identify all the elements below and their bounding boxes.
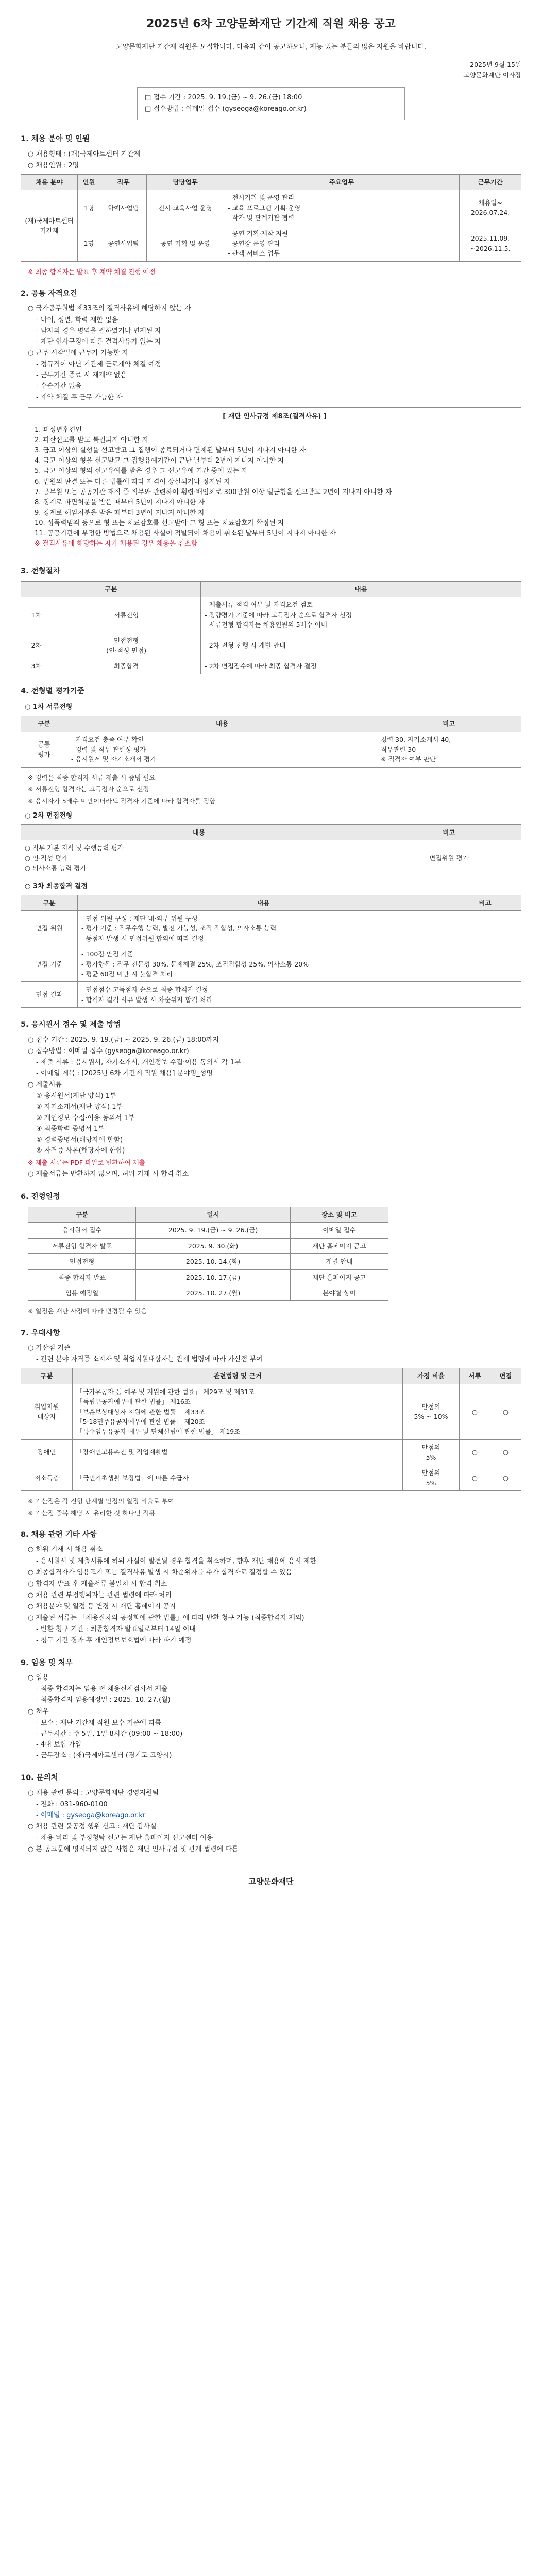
line: ○ 채용 관련 부정행위자는 관련 법령에 따라 처리 (28, 1591, 172, 1599)
sub-heading: ○ 3차 최종합격 결정 (25, 882, 88, 890)
line: - 이메일 제목 : [2025년 6차 기간제 직원 채용] 분야명_성명 (36, 1069, 213, 1077)
line: ○ 채용 관련 문의 : 고양문화재단 경영지원팀 (28, 1789, 159, 1797)
line: ○ 합격자 발표 후 제출서류 불일치 시 합격 취소 (28, 1580, 167, 1588)
cell: 2025. 9. 30.(화) (136, 1238, 291, 1253)
box-line: 8. 징계로 파면처분을 받은 때부터 5년이 지나지 아니한 자 (35, 498, 205, 506)
cell (449, 946, 521, 982)
section-heading: 10. 문의처 (21, 1774, 58, 1783)
note: ※ 가산점 중복 해당 시 유리한 것 하나만 적용 (28, 1509, 156, 1517)
cell: 3차 (21, 658, 52, 674)
cell: - 2차 전형 진행 시 개별 안내 (201, 633, 521, 658)
line: ① 응시원서(재단 양식) 1부 (36, 1092, 116, 1100)
line: ③ 개인정보 수집·이용 동의서 1부 (36, 1114, 135, 1122)
line: - 반환 청구 기간 : 최종합격자 발표일로부터 14일 이내 (36, 1625, 196, 1634)
line: ○ 제출서류 (28, 1081, 62, 1089)
line: - 최종합격자 임용예정일 : 2025. 10. 27.(월) (36, 1696, 171, 1704)
table-row (28, 1269, 388, 1285)
cell: 최종합격 (52, 658, 201, 674)
table-row (21, 946, 521, 982)
preference-table (21, 1368, 521, 1491)
line: ⑤ 경력증명서(해당자에 한함) (36, 1136, 123, 1144)
cell: 공연사업팀 (100, 226, 147, 261)
line: - 수습기간 없음 (36, 382, 82, 391)
sub-heading: ○ 2차 면접전형 (25, 811, 73, 820)
cell: 1명 (78, 190, 100, 226)
line: ○ 채용형태 : (재)국제아트센터 기간제 (28, 150, 141, 158)
section-9 (21, 1657, 521, 1761)
cell: 저소득층 (21, 1465, 73, 1491)
table-row (28, 1285, 388, 1300)
th: 내용 (21, 825, 377, 840)
cell: - 2차 면접점수에 따라 최종 합격자 결정 (201, 658, 521, 674)
note: ※ 서류전형 합격자는 고득점자 순으로 선정 (28, 785, 149, 793)
cell: 만점의 5% (403, 1439, 460, 1465)
cell: 「국가유공자 등 예우 및 지원에 관한 법률」 제29조 및 제31조 「독립유공자예우에 관한 법률」 제16조 「보훈보상대상자 지원에 관한 법률」 제33조 「5·18민주유공자예우에 관한 법률」 제20조 「특수임무유공자 예우 및 단체설립에 관한 법률」 제19조 (73, 1384, 403, 1439)
cell: 2025. 10. 17.(금) (136, 1269, 291, 1285)
line: - 재단 인사규정에 따른 결격사유가 없는 자 (36, 337, 161, 346)
table-row (21, 1384, 521, 1439)
table-row (28, 1223, 388, 1238)
cell: 「국민기초생활 보장법」에 따른 수급자 (73, 1465, 403, 1491)
line: ○ 허위 기재 시 채용 취소 (28, 1546, 103, 1554)
sub-heading: ○ 1차 서류전형 (25, 703, 73, 711)
line: ④ 최종학력 증명서 1부 (36, 1125, 105, 1133)
line: ○ 제출서류는 반환하지 않으며, 허위 기재 시 합격 취소 (28, 1170, 189, 1178)
box-line: 11. 공공기관에 부정한 방법으로 채용된 사실이 적발되어 채용이 취소된 날부터 5년이 지나지 아니한 자 (35, 530, 336, 538)
cell: 1명 (78, 226, 100, 261)
note: ※ 가산점은 각 전형 단계별 만점의 일정 비율로 부여 (28, 1497, 174, 1505)
line: - 응시원서 및 제출서류에 허위 사실이 발견될 경우 합격을 취소하며, 향후 재단 채용에 응시 제한 (36, 1557, 316, 1565)
cell: 학예사업팀 (100, 190, 147, 226)
th: 근무기간 (460, 175, 521, 190)
summary-method: □ 접수방법 : 이메일 접수 (gyseoga@koreago.or.kr) (145, 105, 307, 113)
cell: 경력 30, 자기소개서 40, 직무관련 30 ※ 적격자 여부 판단 (377, 732, 521, 767)
cell: 면접 결과 (21, 982, 78, 1008)
cell: - 제출서류 적격 여부 및 자격요건 검토 - 정량평가 기준에 따라 고득점자 순으로 합격자 선정 - 서류전형 합격자는 채용인원의 5배수 이내 (201, 597, 521, 633)
line: - 보수 : 재단 기간제 직원 보수 기준에 따름 (36, 1719, 162, 1727)
cell: 공통 평가 (21, 732, 67, 767)
th: 구분 (21, 582, 201, 597)
line: - 관련 분야 자격증 소지자 및 취업지원대상자는 관계 법령에 따라 가산점 부여 (36, 1355, 263, 1364)
th: 일시 (136, 1207, 291, 1223)
note: ※ 최종 합격자는 발표 후 계약 체결 진행 예정 (28, 267, 156, 276)
box-line: 5. 금고 이상의 형의 선고유예를 받은 경우 그 선고유예 기간 중에 있는 자 (35, 467, 248, 476)
section-10 (21, 1772, 521, 1855)
table-row (28, 1254, 388, 1269)
cell: - 면접 위원 구성 : 재단 내·외부 위원 구성 - 평가 기준 : 직무수행 능력, 발전 가능성, 조직 적합성, 의사소통 능력 - 동점자 발생 시 면접위원 합의에 따라 결정 (78, 911, 449, 946)
line: ○ 접수방법 : 이메일 접수 (gyseoga@koreago.or.kr) (28, 1047, 189, 1055)
line: - 청구 기간 경과 후 개인정보보호법에 따라 파기 예정 (36, 1636, 192, 1645)
cell: 2025. 9. 19.(금) ~ 9. 26.(금) (136, 1223, 291, 1238)
section-heading: 1. 채용 분야 및 인원 (21, 135, 90, 144)
th: 장소 및 비고 (290, 1207, 388, 1223)
box-line: 3. 금고 이상의 실형을 선고받고 그 집행이 종료되거나 면제된 날부터 5년이 지나지 아니한 자 (35, 447, 306, 455)
section-7 (21, 1328, 521, 1518)
table-row (21, 190, 521, 226)
line: ② 자기소개서(재단 양식) 1부 (36, 1103, 123, 1111)
cell: ○ (460, 1439, 490, 1465)
table-row (21, 982, 521, 1008)
section-2 (21, 288, 521, 554)
box-line: 10. 성폭력범죄 등으로 형 또는 치료감호를 선고받아 그 형 또는 치료감호가 확정된 자 (35, 519, 284, 528)
line: - 남자의 경우 병역을 필하였거나 면제된 자 (36, 327, 161, 335)
th: 담당업무 (147, 175, 224, 190)
section-6 (21, 1191, 521, 1316)
line: ○ 처우 (28, 1707, 49, 1716)
cell: 1차 (21, 597, 52, 633)
cell: 서류전형 합격자 발표 (28, 1238, 136, 1253)
section-heading: 2. 공통 자격요건 (21, 290, 77, 298)
table-row (21, 658, 521, 674)
line: ○ 임용 (28, 1674, 49, 1682)
section-1 (21, 133, 521, 277)
line: - 4대 보험 가입 (36, 1740, 82, 1749)
th: 면접 (490, 1368, 521, 1384)
box-line: ※ 결격사유에 해당하는 자가 채용된 경우 채용을 취소함 (35, 540, 198, 548)
intro-text: 고양문화재단 기간제 직원을 모집합니다. 다음과 같이 공고하오니, 재능 있는 분들의 많은 지원을 바랍니다. (116, 43, 426, 52)
line: ○ 근무 시작일에 근무가 가능한 자 (28, 349, 129, 358)
th: 비고 (377, 825, 521, 840)
cell: 면접전형 (28, 1254, 136, 1269)
box-line: 2. 파산선고를 받고 복권되지 아니한 자 (35, 436, 149, 445)
th: 관련법령 및 근거 (73, 1368, 403, 1384)
cell: 채용일~ 2026.07.24. (460, 190, 521, 226)
announce-date: 2025년 9월 15일 (470, 61, 521, 69)
box-line: 4. 금고 이상의 형을 선고받고 그 집행유예기간이 끝난 날부터 2년이 지나지 아니한 자 (35, 457, 284, 465)
cell: ○ (490, 1439, 521, 1465)
eval-table-3 (21, 895, 521, 1008)
cell: 2025.11.09. ~2026.11.5. (460, 226, 521, 261)
line: - 정규직이 아닌 기간제 근로계약 체결 예정 (36, 361, 161, 369)
table-row (21, 597, 521, 633)
cell: 「장애인고용촉진 및 직업재활법」 (73, 1439, 403, 1465)
th: 구분 (21, 716, 67, 732)
table-row (21, 633, 521, 658)
th: 비고 (449, 895, 521, 910)
line: ○ 제출된 서류는 「채용절차의 공정화에 관한 법률」에 따라 반환 청구 가능 (최종합격자 제외) (28, 1614, 304, 1622)
eval-table-2 (21, 824, 521, 876)
cell: 2025. 10. 14.(화) (136, 1254, 291, 1269)
line: ○ 국가공무원법 제33조의 결격사유에 해당하지 않는 자 (28, 304, 191, 313)
schedule-table (28, 1207, 388, 1301)
table-row (21, 911, 521, 946)
cell: - 전시기획 및 운영 관리 - 교육 프로그램 기획·운영 - 작가 및 관계기관 협력 (224, 190, 460, 226)
disqualification-box (28, 407, 521, 554)
cell: 면접 기준 (21, 946, 78, 982)
line: ○ 채용 관련 불공정 행위 신고 : 재단 감사실 (28, 1823, 157, 1831)
date-issuer (21, 60, 521, 80)
eval-table-1 (21, 716, 521, 768)
cell: 면접위원 평가 (377, 840, 521, 876)
th: 구분 (21, 1368, 73, 1384)
box-line: 1. 피성년후견인 (35, 426, 82, 434)
cell: - 면접점수 고득점자 순으로 최종 합격자 결정 - 합격자 결격 사유 발생 시 차순위자 합격 처리 (78, 982, 449, 1008)
page-title: 2025년 6차 고양문화재단 기간제 직원 채용 공고 (146, 18, 396, 30)
line: - 채용 비리 및 부정청탁 신고는 재단 홈페이지 신고센터 이용 (36, 1834, 213, 1842)
cell: (재)국제아트센터 기간제 (21, 190, 78, 261)
section-heading: 7. 우대사항 (21, 1329, 60, 1337)
section-3 (21, 566, 521, 674)
line: ○ 채용분야 및 일정 등 변경 시 재단 홈페이지 공지 (28, 1603, 176, 1611)
line: - 제출 서류 : 응시원서, 자기소개서, 개인정보 수집·이용 동의서 각 1부 (36, 1058, 241, 1066)
line: ⑥ 자격증 사본(해당자에 한함) (36, 1146, 125, 1155)
process-table (21, 581, 521, 674)
th: 내용 (67, 716, 377, 732)
cell: 응시원서 접수 (28, 1223, 136, 1238)
note: ※ 경력은 최종 합격자 서류 제출 시 증빙 필요 (28, 773, 156, 782)
box-title: [ 재단 인사규정 제8조(결격사유) ] (223, 412, 327, 420)
cell: 서류전형 (52, 597, 201, 633)
line: ○ 가산점 기준 (28, 1344, 71, 1352)
cell: 2차 (21, 633, 52, 658)
recruit-table (21, 174, 521, 262)
table-row (21, 840, 521, 876)
note: ※ 일정은 재단 사정에 따라 변경될 수 있음 (28, 1307, 147, 1315)
cell: 면접 위원 (21, 911, 78, 946)
section-heading: 6. 전형일정 (21, 1192, 60, 1201)
cell: - 공연 기획·제작 지원 - 공연장 운영 관리 - 관객 서비스 업무 (224, 226, 460, 261)
line: - 근무시간 : 주 5일, 1일 8시간 (09:00 ~ 18:00) (36, 1730, 183, 1738)
line: ○ 접수 기간 : 2025. 9. 19.(금) ~ 2025. 9. 26.(금) 18:00까지 (28, 1036, 219, 1044)
box-line: 6. 법원의 판결 또는 다른 법률에 따라 자격이 상실되거나 정지된 자 (35, 478, 231, 486)
cell: 취업지원 대상자 (21, 1384, 73, 1439)
cell: 최종 합격자 발표 (28, 1269, 136, 1285)
line: - 나이, 성별, 학력 제한 없음 (36, 316, 118, 324)
cell: 이메일 접수 (290, 1223, 388, 1238)
line: - 근무기간 종료 시 재계약 없음 (36, 371, 127, 380)
cell: ○ (460, 1465, 490, 1491)
cell: 재단 홈페이지 공고 (290, 1238, 388, 1253)
section-8 (21, 1529, 521, 1646)
summary-period: □ 접수 기간 : 2025. 9. 19.(금) ~ 9. 26.(금) 18:00 (145, 93, 302, 101)
line: ○ 채용인원 : 2명 (28, 161, 79, 170)
cell (449, 911, 521, 946)
cell: 면접전형 (인·적성 면접) (52, 633, 201, 658)
line: - 계약 체결 후 근무 가능한 자 (36, 393, 123, 401)
section-5 (21, 1019, 521, 1180)
cell (449, 982, 521, 1008)
cell: 개별 안내 (290, 1254, 388, 1269)
line: - 이메일 : gyseoga@koreago.or.kr (36, 1811, 146, 1820)
summary-box (137, 87, 405, 120)
note: ※ 제출 서류는 PDF 파일로 변환하여 제출 (28, 1159, 145, 1167)
table-row (28, 1238, 388, 1253)
cell: 재단 홈페이지 공고 (290, 1269, 388, 1285)
th: 구분 (21, 895, 78, 910)
cell: ○ (490, 1384, 521, 1439)
section-heading: 8. 채용 관련 기타 사항 (21, 1530, 97, 1539)
note: ※ 응시자가 5배수 미만이더라도 적격자 기준에 따라 합격자를 정함 (28, 796, 216, 805)
table-row (21, 1439, 521, 1465)
cell: 전시·교육사업 운영 (147, 190, 224, 226)
box-line: 7. 공무원 또는 공공기관 재직 중 직무와 관련하여 횡령·배임죄로 300만원 이상 벌금형을 선고받고 2년이 지나지 아니한 자 (35, 488, 392, 496)
box-line: 9. 징계로 해임처분을 받은 때부터 3년이 지나지 아니한 자 (35, 509, 205, 517)
line: - 전화 : 031-960-0100 (36, 1800, 108, 1808)
section-heading: 3. 전형절차 (21, 567, 60, 575)
th: 구분 (28, 1207, 136, 1223)
cell: ○ 직무 기본 지식 및 수행능력 평가 ○ 인·적성 평가 ○ 의사소통 능력 평가 (21, 840, 377, 876)
cell: 분야별 상이 (290, 1285, 388, 1300)
section-heading: 5. 응시원서 접수 및 제출 방법 (21, 1021, 121, 1029)
th: 서류 (460, 1368, 490, 1384)
cell: ○ (460, 1384, 490, 1439)
th: 비고 (377, 716, 521, 732)
th: 주요업무 (224, 175, 460, 190)
section-4 (21, 686, 521, 1008)
cell: 공연 기획 및 운영 (147, 226, 224, 261)
cell: 장애인 (21, 1439, 73, 1465)
footer-issuer: 고양문화재단 (248, 1876, 294, 1886)
cell: 임용 예정일 (28, 1285, 136, 1300)
table-row (21, 732, 521, 767)
th: 직무 (100, 175, 147, 190)
line: - 최종 합격자는 임용 전 채용신체검사서 제출 (36, 1685, 168, 1693)
th: 내용 (78, 895, 449, 910)
th: 인원 (78, 175, 100, 190)
cell: 2025. 10. 27.(월) (136, 1285, 291, 1300)
table-row (21, 226, 521, 261)
cell: - 100점 만점 기준 - 평가항목 : 직무 전문성 30%, 문제해결 25%, 조직적합성 25%, 의사소통 20% - 평균 60점 미만 시 불합격 처리 (78, 946, 449, 982)
th: 내용 (201, 582, 521, 597)
line: - 근무장소 : (재)국제아트센터 (경기도 고양시) (36, 1752, 172, 1760)
cell: 만점의 5% ~ 10% (403, 1384, 460, 1439)
issuer: 고양문화재단 이사장 (463, 71, 521, 79)
th: 채용 분야 (21, 175, 78, 190)
section-heading: 9. 임용 및 처우 (21, 1658, 73, 1667)
th: 가점 비율 (403, 1368, 460, 1384)
section-heading: 4. 전형별 평가기준 (21, 687, 84, 696)
cell: ○ (490, 1465, 521, 1491)
line: ○ 본 공고문에 명시되지 않은 사항은 재단 인사규정 및 관계 법령에 따름 (28, 1845, 239, 1854)
cell: 만점의 5% (403, 1465, 460, 1491)
table-row (21, 1465, 521, 1491)
cell: - 자격요건 충족 여부 확인 - 경력 및 직무 관련성 평가 - 응시원서 및 자기소개서 평가 (67, 732, 377, 767)
line: ○ 최종합격자가 임용포기 또는 결격사유 발생 시 차순위자를 추가 합격자로 결정할 수 있음 (28, 1568, 293, 1577)
